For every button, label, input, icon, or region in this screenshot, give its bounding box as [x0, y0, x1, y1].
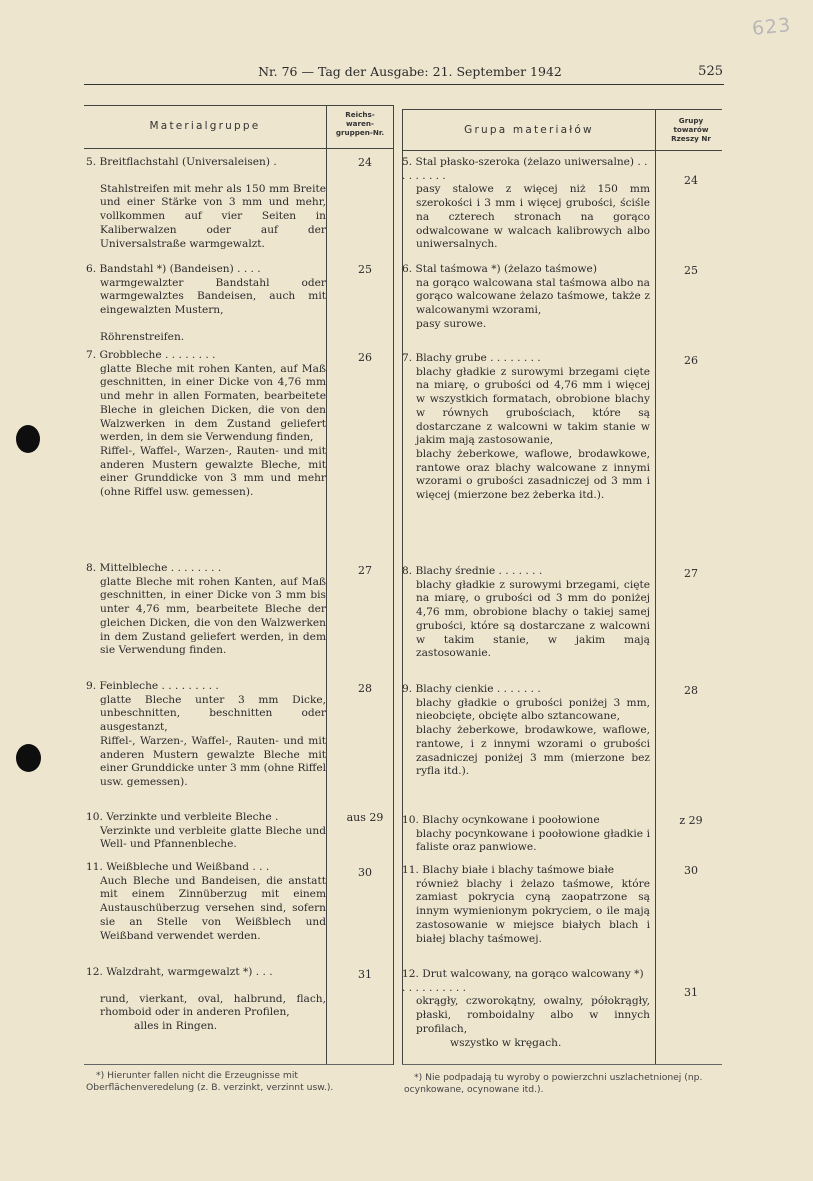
pl-entry-heading: 9. Blachy cienkie . . . . . . . — [402, 683, 541, 695]
de-entry-text: glatte Bleche mit rohen Kanten, auf Maß geschnitten, in einer Dicke von 3 mm bis unter 4,76 mm, bearbeitete Bleche der gleichen Dicken, die von den Walzwerken in dem Zustand geliefert werden, in dem sie Verwendung finden. — [100, 575, 326, 657]
pl-entry-extra: blachy żeberkowe, brodawkowe, waflowe, rantowe, i z innymi wzorami o grubości zasadniczej poniżej 3 mm (mierzone bez ryfla itd.). — [416, 724, 650, 778]
pl-group-number: 26 — [684, 354, 698, 367]
de-number-header-line: gruppen-Nr. — [335, 128, 385, 137]
pl-entry-heading: 6. Stal taśmowa *) (żelazo taśmowe) — [402, 263, 597, 275]
page-header — [85, 64, 735, 84]
pl-footnote-rule — [402, 1064, 722, 1065]
de-entry-text: Stahlstreifen mit mehr als 150 mm Breite und einer Stärke von 3 mm und mehr, vollkommen auf vier Seiten in Kaliberwalzen oder auf der Universalstraße warmgewalzt. — [100, 182, 326, 250]
pl-table-head-rule — [402, 150, 722, 151]
de-table-head-rule — [84, 148, 393, 149]
pl-entry-heading: 7. Blachy grube . . . . . . . . — [402, 352, 541, 364]
pl-number-header-line: Grupy — [678, 116, 704, 125]
de-footnote: *) Hierunter fallen nicht die Erzeugnisse mit Oberflächenveredelung (z. B. verzinkt, verzinnt usw.). — [86, 1070, 334, 1093]
de-right-border — [393, 105, 394, 1065]
de-entry-heading: 12. Walzdraht, warmgewalzt *) . . . — [86, 966, 273, 978]
pl-table-top-rule — [402, 109, 722, 110]
pl-group-number: 31 — [684, 986, 698, 999]
de-entry-heading: 6. Bandstahl *) (Bandeisen) . . . . — [86, 263, 261, 275]
pl-entry-extra: pasy surowe. — [416, 317, 487, 330]
pl-column-header: Grupa materiałów — [464, 124, 594, 136]
pl-entry-heading: 8. Blachy średnie . . . . . . . — [402, 565, 543, 577]
pl-entry-5 — [402, 156, 650, 252]
pl-entry-text: pasy stalowe z więcej niż 150 mm szerokości i 3 mm i więcej grubości, ściśle na czterech stronach na gorąco odwalcowane w walcach kalibrowych albo uniwersalnych. — [416, 183, 650, 251]
de-group-number: 30 — [358, 866, 372, 879]
pl-entry-9 — [402, 683, 650, 779]
de-entry-5 — [86, 156, 326, 251]
header-title: Nr. 76 — Tag der Ausgabe: 21. September 1942 — [258, 64, 562, 79]
pl-entry-heading: 12. Drut walcowany, na gorąco walcowany *) . . . . . . . . . . — [402, 968, 644, 994]
de-table-top-rule — [84, 105, 393, 106]
de-entry-text: glatte Bleche mit rohen Kanten, auf Maß geschnitten, in einer Dicke von 4,76 mm und mehr in allen Formaten, bearbeitete Bleche in gleichen Dicken, die von den Walzwerken in dem Zustand geliefert werden, in dem sie Verwendung finden, — [100, 362, 326, 444]
pl-group-number: 24 — [684, 174, 698, 187]
de-number-header-line: Reichs- — [345, 110, 375, 119]
de-entry-heading: 11. Weißbleche und Weißband . . . — [86, 861, 270, 873]
de-entry-text: glatte Bleche unter 3 mm Dicke, unbeschnitten, beschnitten oder ausgestanzt, — [100, 693, 326, 734]
pl-entry-text: również blachy i żelazo taśmowe, które zamiast pokrycia cyną zaopatrzone są innym wymienionym pokryciem, o ile mają zastosowanie w miejsce białych blach i białej blachy taśmowej. — [416, 877, 650, 945]
pl-group-number: 30 — [684, 864, 698, 877]
pl-entry-text: blachy gładkie z surowymi brzegami, cięte na miarę, o grubości od 3 mm do poniżej 4,76 mm, obrobione blachy o takiej samej grubości, które są dostarczane z walcowni w takim stanie, w jakim mają zastosowanie. — [416, 578, 650, 660]
pl-entry-12 — [402, 968, 650, 1050]
de-group-number: 31 — [358, 968, 372, 981]
handwritten-annotation: 623 — [750, 14, 793, 40]
de-entry-text: Verzinkte und verbleite glatte Bleche und Well- und Pfannenbleche. — [100, 824, 326, 851]
pl-entry-7 — [402, 352, 650, 503]
page-number: 525 — [698, 64, 723, 79]
de-entry-text: Auch Bleche und Bandeisen, die anstatt mit einem Zinnüberzug mit einem Austauschüberzug versehen sind, sofern sie an Stelle von Weißblech und Weißband verwendet werden. — [100, 874, 326, 942]
de-number-header-line: waren- — [345, 119, 374, 128]
pl-entry-heading: 10. Blachy ocynkowane i poołowione — [402, 814, 600, 826]
pl-entry-8 — [402, 565, 650, 661]
de-entry-heading: 8. Mittelbleche . . . . . . . . — [86, 562, 222, 574]
pl-entry-extra: blachy żeberkowe, waflowe, brodawkowe, rantowe oraz blachy walcowane z innymi wzorami o grubości zasadniczej od 3 mm i więcej (mierzone bez żeberka itd.). — [416, 447, 650, 502]
punch-hole — [16, 425, 40, 453]
de-column-header: Materialgruppe — [149, 120, 261, 132]
de-number-header — [328, 110, 392, 137]
de-entry-extra: Röhrenstreifen. — [100, 330, 185, 343]
pl-entry-extra: wszystko w kręgach. — [450, 1036, 562, 1049]
de-entry-heading: 9. Feinbleche . . . . . . . . . — [86, 680, 219, 692]
pl-entry-11 — [402, 864, 650, 946]
pl-entry-text: blachy pocynkowane i poołowione gładkie i faliste oraz panwiowe. — [416, 827, 650, 854]
de-entry-7 — [86, 349, 326, 500]
pl-entry-heading: 11. Blachy białe i blachy taśmowe białe — [402, 864, 615, 876]
pl-column-divider — [655, 109, 656, 1065]
pl-entry-text: blachy gładkie o grubości poniżej 3 mm, nieobcięte, obcięte albo sztancowane, — [416, 696, 650, 723]
pl-entry-text: blachy gładkie z surowymi brzegami cięte na miarę, o grubości od 4,76 mm i więcej w wszystkich formatach, obrobione blachy w równych grubościach, które są dostarczane z walcowni w takim stanie w jakim mają zastosowanie, — [416, 365, 650, 447]
de-group-number: 24 — [358, 156, 372, 169]
de-entry-8 — [86, 562, 326, 658]
de-entry-text: warmgewalzter Bandstahl oder warmgewalztes Bandeisen, auch mit eingewalzten Mustern, — [100, 276, 326, 317]
pl-number-header-line: Rzeszy Nr — [671, 134, 711, 143]
pl-entry-text: okrągły, czworokątny, owalny, półokrągły, płaski, romboidalny albo w innych profilach, — [416, 995, 650, 1035]
pl-number-header-line: towarów — [673, 125, 709, 134]
de-entry-text: rund, vierkant, oval, halbrund, flach, rhomboid oder in anderen Profilen, — [100, 992, 326, 1019]
de-entry-extra: Riffel-, Warzen-, Waffel-, Rauten- und mit anderen Mustern gewalzte Bleche mit einer Grunddicke unter 3 mm (ohne Riffel usw. gemessen). — [100, 734, 326, 788]
pl-number-header — [657, 116, 725, 143]
pl-group-number: 28 — [684, 684, 698, 697]
pl-group-number: z 29 — [679, 814, 703, 827]
de-column-divider — [326, 105, 327, 1065]
de-group-number: 28 — [358, 682, 372, 695]
pl-entry-heading: 5. Stal płasko-szeroka (żelazo uniwersalne) . . . . . . . . . — [402, 156, 648, 182]
de-group-number: aus 29 — [346, 811, 384, 824]
pl-group-number: 25 — [684, 264, 698, 277]
header-rule — [84, 84, 724, 85]
pl-group-number: 27 — [684, 567, 698, 580]
pl-entry-text: na gorąco walcowana stal taśmowa albo na gorąco walcowane żelazo taśmowe, także z walcowanymi wzorami, — [416, 276, 650, 317]
de-entry-12 — [86, 966, 326, 1034]
de-entry-extra: Riffel-, Waffel-, Warzen-, Rauten- und mit anderen Mustern gewalzte Bleche, mit einer Grunddicke von 3 mm und mehr (ohne Riffel usw. gemessen). — [100, 444, 326, 499]
de-entry-heading: 7. Grobbleche . . . . . . . . — [86, 349, 216, 361]
de-entry-11 — [86, 861, 326, 943]
pl-footnote: *) Nie podpadają tu wyroby o powierzchni uszlachetnionej (np. ocynkowane, ocynowane itd.). — [404, 1072, 703, 1095]
de-group-number: 25 — [358, 263, 372, 276]
de-group-number: 26 — [358, 351, 372, 364]
pl-entry-6 — [402, 263, 650, 332]
de-entry-10 — [86, 811, 326, 852]
de-entry-extra: alles in Ringen. — [134, 1020, 218, 1033]
de-group-number: 27 — [358, 564, 372, 577]
de-entry-6 — [86, 263, 326, 345]
de-entry-9 — [86, 680, 326, 790]
de-entry-heading: 5. Breitflachstahl (Universaleisen) . — [86, 156, 277, 168]
punch-hole — [16, 744, 41, 772]
de-entry-heading: 10. Verzinkte und verbleite Bleche . — [86, 811, 279, 823]
pl-entry-10 — [402, 814, 650, 855]
de-footnote-rule — [84, 1064, 393, 1065]
